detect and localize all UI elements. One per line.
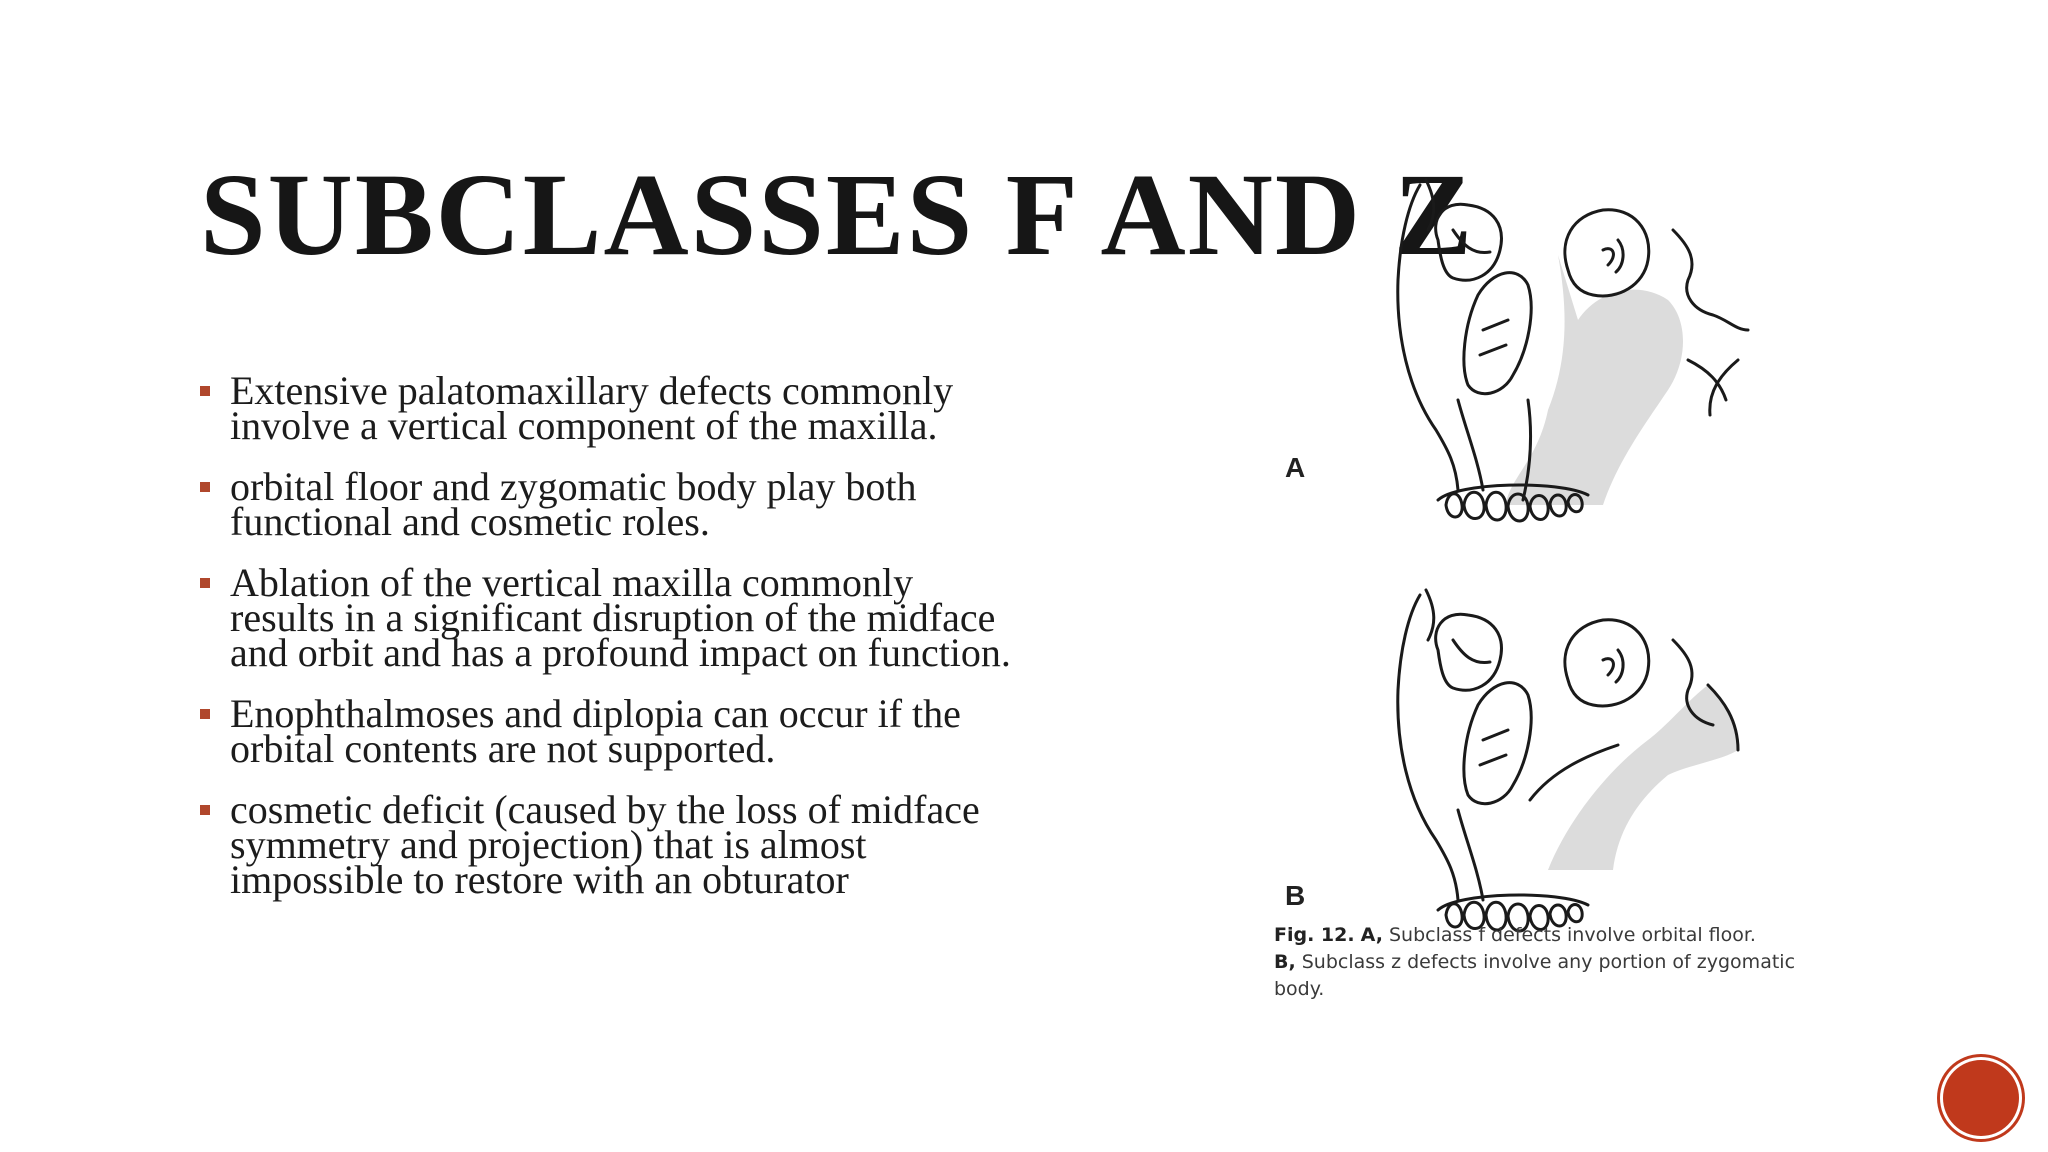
slide-title: SUBCLASSES F AND Z (200, 149, 1475, 280)
square-bullet-icon (200, 386, 210, 396)
caption-part-b-text: Subclass z defects involve any portion of zygomatic body. (1274, 951, 1796, 1000)
caption-fig-number: Fig. 12. (1274, 924, 1355, 946)
bullet-item (196, 560, 1016, 675)
bullet-text: cosmetic deficit (caused by the loss of midface symmetry and projection) that is almost impossible to restore with an obturator (230, 787, 980, 902)
bullet-item (196, 368, 1016, 448)
bullet-item (196, 464, 1016, 544)
title-container (200, 149, 1475, 280)
skull-illustration (1268, 160, 1838, 1010)
figure-label-b: B (1285, 880, 1306, 911)
bullet-item (196, 787, 1016, 902)
skull-a-drawing (1398, 180, 1748, 521)
caption-part-a-text: Subclass f defects involve orbital floor. (1382, 924, 1756, 946)
figure-caption (1274, 922, 1844, 1003)
caption-part-b-letter: B, (1274, 951, 1296, 973)
circle-button-icon[interactable] (1943, 1060, 2019, 1136)
square-bullet-icon (200, 578, 210, 588)
bullet-list (196, 368, 1016, 923)
bullet-text: Enophthalmoses and diplopia can occur if the orbital contents are not supported. (230, 691, 961, 771)
bullet-text: Ablation of the vertical maxilla commonly results in a significant disruption of the midface and orbit and has a profound impact on function. (230, 560, 1011, 675)
figure-label-a: A (1285, 452, 1306, 483)
square-bullet-icon (200, 482, 210, 492)
bullet-item (196, 691, 1016, 771)
square-bullet-icon (200, 709, 210, 719)
caption-part-a-letter: A, (1360, 924, 1383, 946)
bullet-text: orbital floor and zygomatic body play both functional and cosmetic roles. (230, 464, 917, 544)
skull-b-drawing (1398, 590, 1738, 931)
bullet-text: Extensive palatomaxillary defects commonly involve a vertical component of the maxilla. (230, 368, 954, 448)
square-bullet-icon (200, 805, 210, 815)
